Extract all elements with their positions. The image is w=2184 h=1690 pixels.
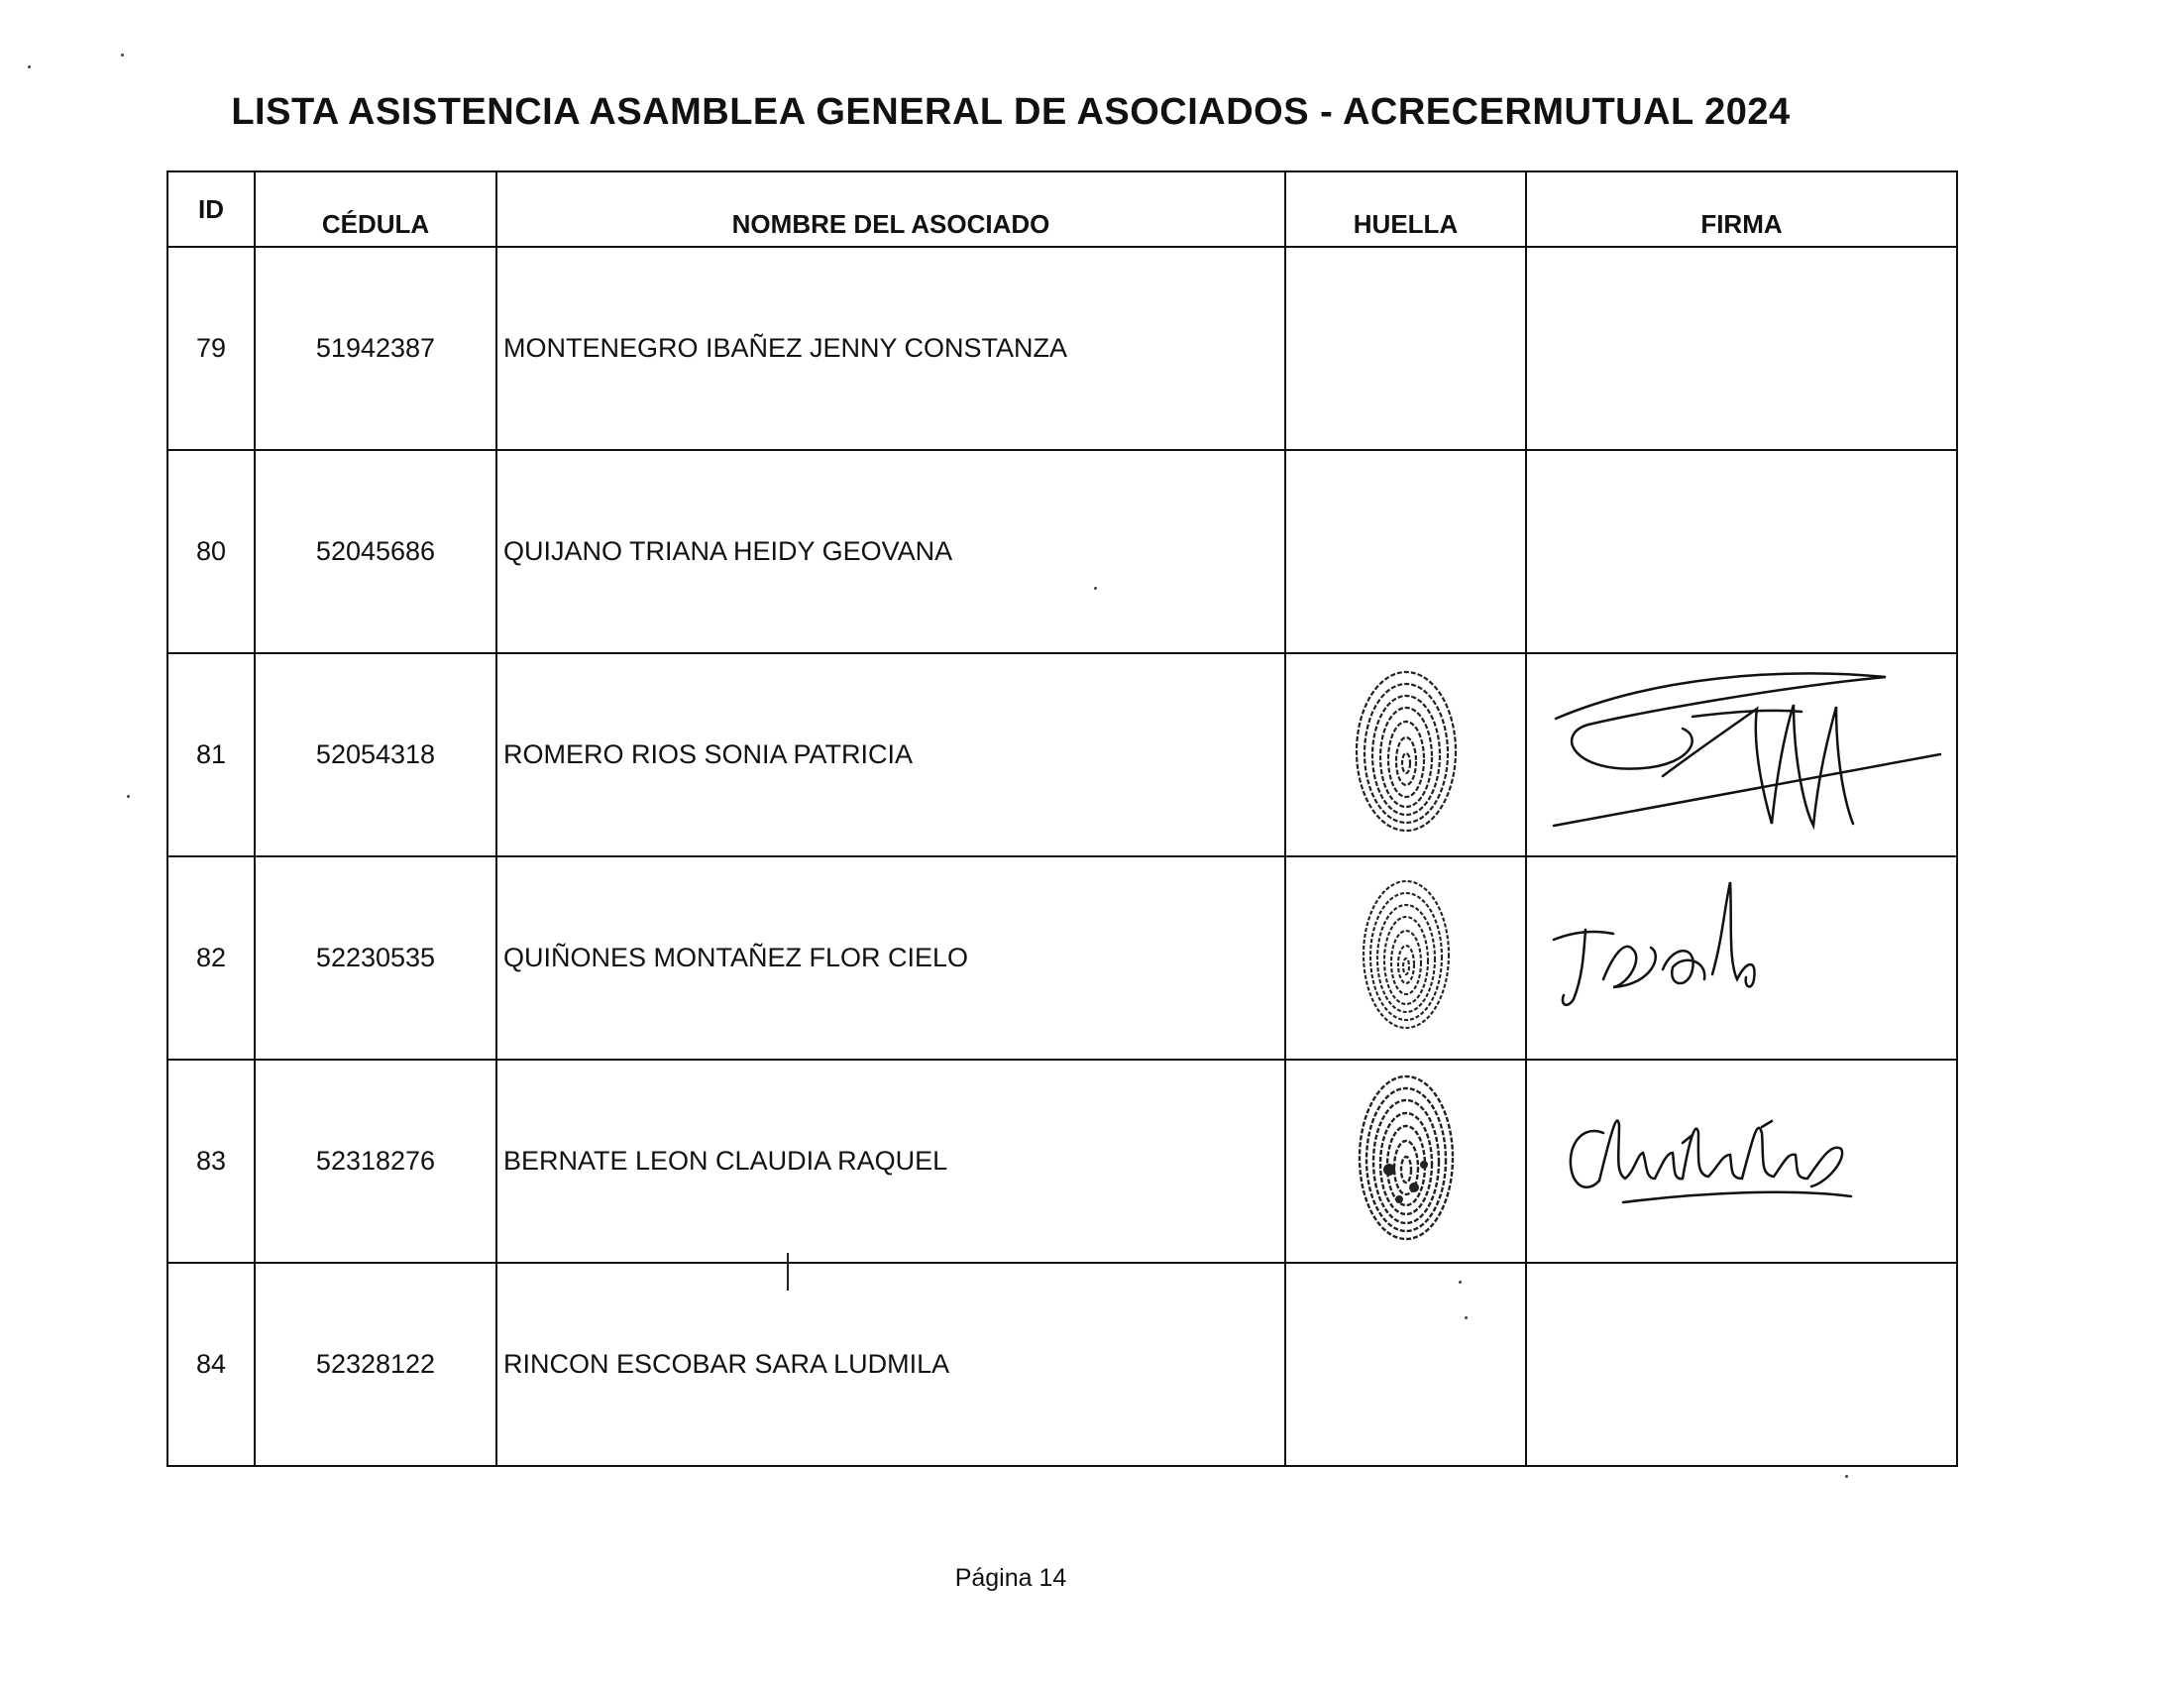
scan-speck [1459, 1281, 1462, 1284]
scan-speck [1845, 1475, 1848, 1478]
page-title: LISTA ASISTENCIA ASAMBLEA GENERAL DE ASOCIADOS - ACRECERMUTUAL 2024 [231, 91, 1791, 133]
attendance-table [166, 170, 1958, 1467]
header-nombre: NOMBRE DEL ASOCIADO [496, 171, 1285, 247]
scan-speck [1465, 1316, 1468, 1319]
fingerprint-icon [1352, 666, 1461, 837]
cell-nombre: QUIÑONES MONTAÑEZ FLOR CIELO [496, 856, 1285, 1060]
cell-firma [1526, 247, 1957, 450]
signature-image [1534, 1064, 1950, 1252]
cell-nombre: MONTENEGRO IBAÑEZ JENNY CONSTANZA [496, 247, 1285, 450]
cell-id: 80 [167, 450, 255, 653]
cell-id: 81 [167, 653, 255, 856]
cell-cedula: 52045686 [255, 450, 496, 653]
scan-speck [127, 795, 130, 798]
header-huella: HUELLA [1285, 171, 1526, 247]
cell-firma [1526, 856, 1957, 1060]
cell-firma [1526, 1263, 1957, 1466]
fingerprint-icon [1355, 1070, 1458, 1245]
cell-huella [1285, 653, 1526, 856]
cell-id: 82 [167, 856, 255, 1060]
cell-huella [1285, 1263, 1526, 1466]
table-row [167, 1263, 1957, 1466]
cell-cedula: 52328122 [255, 1263, 496, 1466]
table-row [167, 653, 1957, 856]
cell-id: 83 [167, 1060, 255, 1263]
cell-firma [1526, 450, 1957, 653]
table-header-row [167, 171, 1957, 247]
cell-nombre: BERNATE LEON CLAUDIA RAQUEL [496, 1060, 1285, 1263]
header-cedula: CÉDULA [255, 171, 496, 247]
scan-speck [28, 65, 31, 68]
cell-firma [1526, 653, 1957, 856]
cell-huella [1285, 247, 1526, 450]
header-id: ID [167, 171, 255, 247]
cell-firma [1526, 1060, 1957, 1263]
cell-cedula: 51942387 [255, 247, 496, 450]
signature-image [1534, 860, 1950, 1049]
cell-cedula: 52318276 [255, 1060, 496, 1263]
cell-nombre: QUIJANO TRIANA HEIDY GEOVANA [496, 450, 1285, 653]
cell-huella [1285, 1060, 1526, 1263]
scan-speck [121, 54, 124, 56]
table-row [167, 450, 1957, 653]
cell-id: 79 [167, 247, 255, 450]
scan-mark [787, 1253, 789, 1291]
table-row [167, 247, 1957, 450]
cell-cedula: 52054318 [255, 653, 496, 856]
cell-cedula: 52230535 [255, 856, 496, 1060]
page-number: Página 14 [954, 1564, 1067, 1592]
cell-huella [1285, 450, 1526, 653]
cell-huella [1285, 856, 1526, 1060]
table-row [167, 1060, 1957, 1263]
scan-speck [1094, 587, 1097, 590]
signature-image [1534, 657, 1950, 845]
header-firma: FIRMA [1526, 171, 1957, 247]
cell-id: 84 [167, 1263, 255, 1466]
cell-nombre: RINCON ESCOBAR SARA LUDMILA [496, 1263, 1285, 1466]
cell-nombre: ROMERO RIOS SONIA PATRICIA [496, 653, 1285, 856]
table-row [167, 856, 1957, 1060]
fingerprint-icon [1359, 875, 1454, 1034]
